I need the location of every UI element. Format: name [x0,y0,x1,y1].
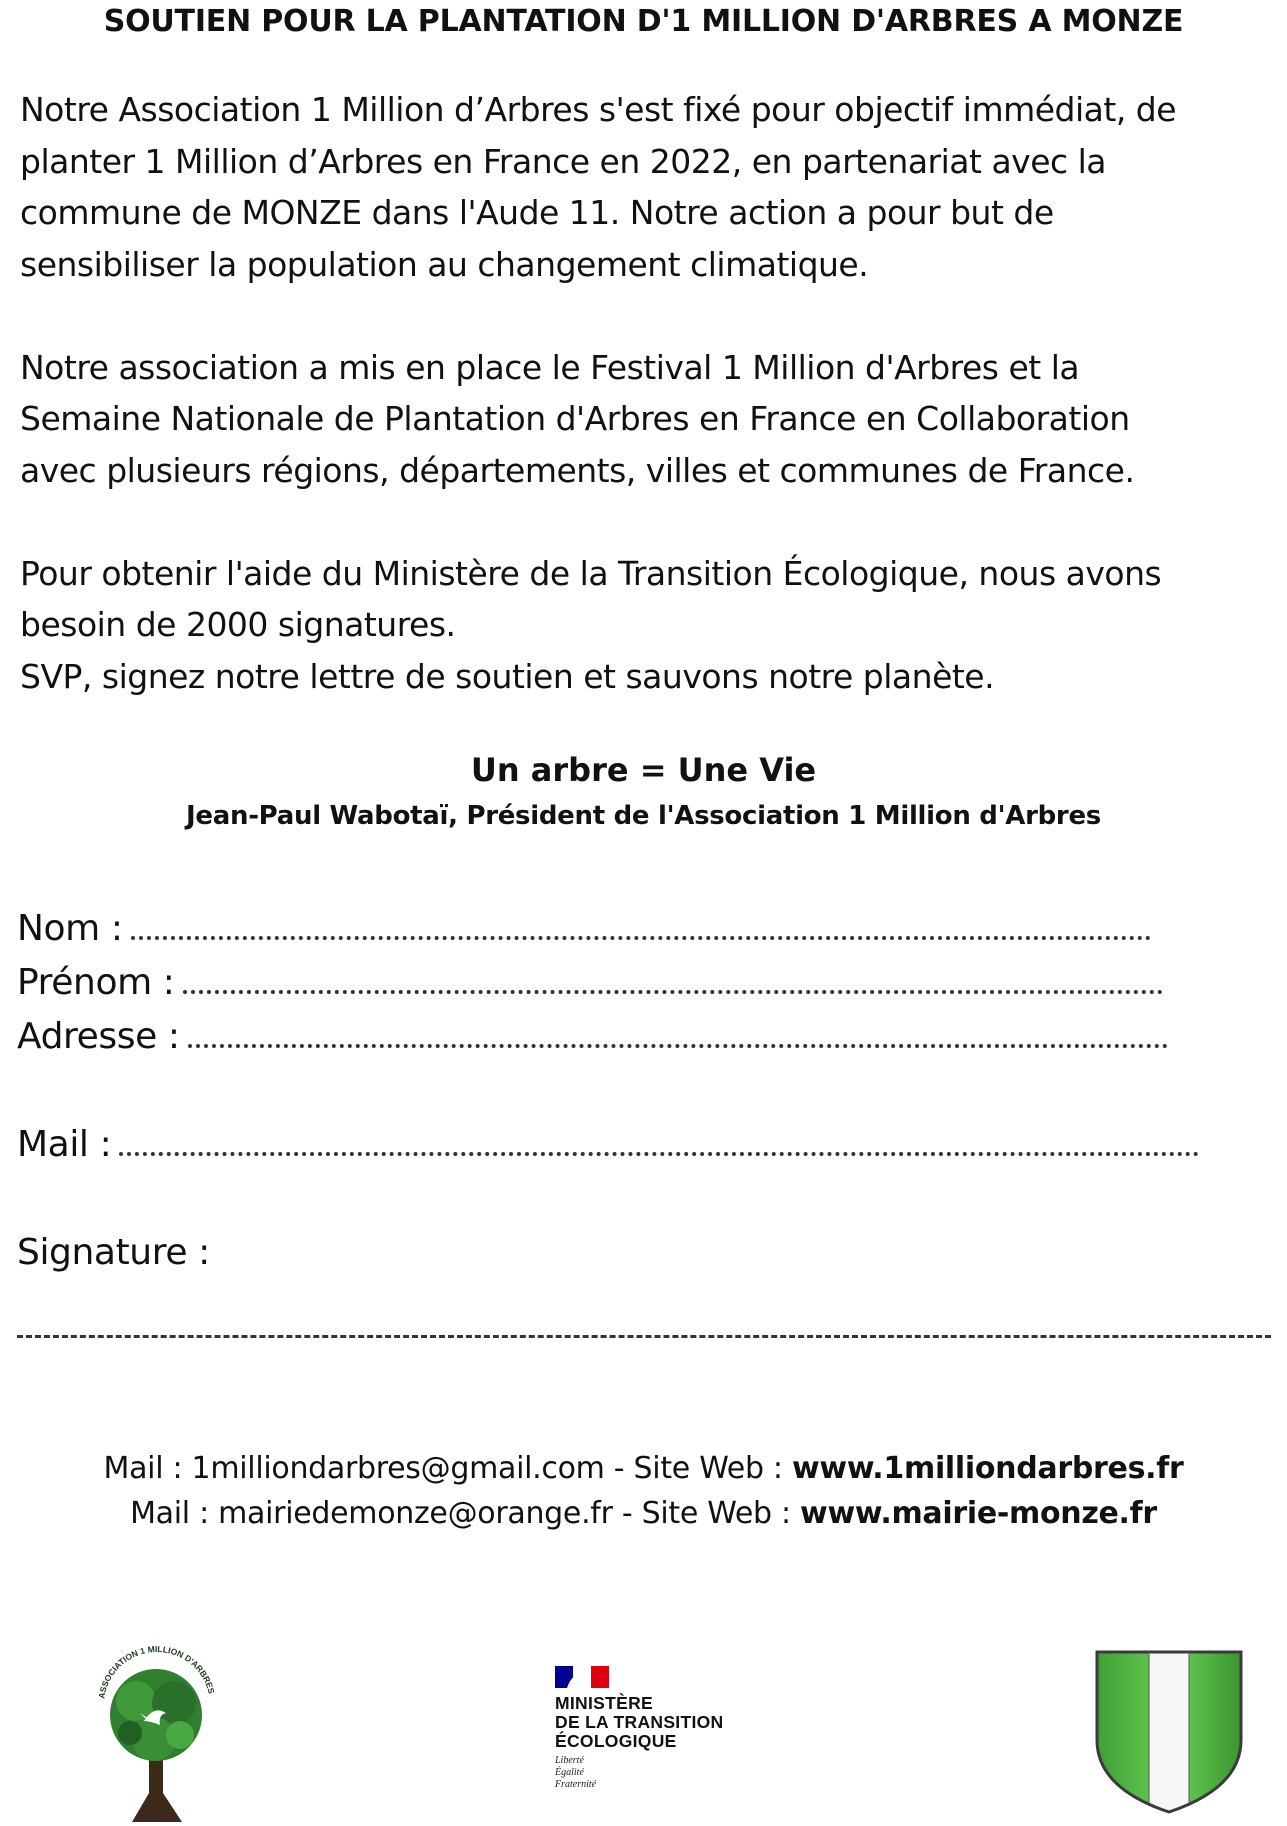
page-title: SOUTIEN POUR LA PLANTATION D'1 MILLION D'ARBRES A MONZE [103,4,1184,39]
motto-fraternite: Fraternité [555,1779,597,1790]
svg-text:ASSOCIATION 1 MILLION D'ARBRES: ASSOCIATION 1 MILLION D'ARBRES [96,1643,217,1700]
association-logo [92,1643,222,1822]
ministry-line-2: DE LA TRANSITION [555,1712,724,1732]
intro-paragraph-2 [20,342,1280,497]
mail-field[interactable] [119,1151,1199,1156]
text-line: avec plusieurs régions, départements, villes et communes de France. [20,450,1135,490]
website-link[interactable]: www.mairie-monze.fr [800,1496,1157,1531]
intro-paragraph-1 [20,84,1280,290]
email-link[interactable]: mairiedemonze@orange.fr [218,1496,613,1531]
intro-paragraph-3 [20,548,1280,703]
adresse-label: Adresse : [17,1016,180,1057]
text-line: sensibiliser la population au changement climatique. [20,244,869,284]
site-prefix: - Site Web : [612,1496,801,1531]
prenom-field[interactable] [183,989,1163,994]
contact-line-mairie [0,1491,1287,1536]
text-line: SVP, signez notre lettre de soutien et sauvons notre planète. [20,656,995,696]
adresse-field[interactable] [188,1043,1168,1048]
adresse-row [17,1016,1168,1057]
motto-egalite: Égalité [555,1767,584,1778]
text-line: Pour obtenir l'aide du Ministère de la Transition Écologique, nous avons [20,553,1162,593]
cut-line-divider [17,1335,1271,1338]
text-line: commune de MONZE dans l'Aude 11. Notre action a pour but de [20,193,1054,232]
signature-row [17,1232,210,1273]
nom-field[interactable] [131,935,1151,940]
nom-row [17,908,1151,949]
text-line: besoin de 2000 signatures. [20,605,456,644]
ministry-line-3: ÉCOLOGIQUE [555,1731,677,1751]
shield-icon [1093,1648,1245,1816]
contact-line-association [0,1446,1287,1491]
prenom-row [17,962,1163,1003]
ministry-logo [555,1666,755,1792]
text-line: Semaine Nationale de Plantation d'Arbres en France en Collaboration [20,399,1130,438]
mail-prefix: Mail : [130,1496,219,1531]
tree-logo-icon [92,1643,222,1822]
mail-label: Mail : [17,1124,112,1165]
ministry-line-1: MINISTÈRE [555,1693,653,1713]
motto-liberte: Liberté [555,1755,584,1766]
website-link[interactable]: www.1milliondarbres.fr [791,1451,1184,1486]
mail-row [17,1124,1199,1165]
text-line: planter 1 Million d’Arbres en France en 2022, en partenariat avec la [20,141,1107,181]
email-link[interactable]: 1milliondarbres@gmail.com [191,1451,605,1486]
marianne-flag-icon [555,1666,609,1688]
intro-text [20,84,1280,702]
author-signature-line: Jean-Paul Wabotaï, Président de l'Association 1 Million d'Arbres [186,801,1101,831]
motto: Un arbre = Une Vie [470,751,817,789]
signature-label[interactable]: Signature : [17,1232,210,1273]
site-prefix: - Site Web : [604,1451,792,1486]
monze-coat-of-arms [1093,1648,1245,1816]
text-line: Notre association a mis en place le Festival 1 Million d'Arbres et la [20,347,1080,387]
mail-prefix: Mail : [103,1451,192,1486]
text-line: Notre Association 1 Million d’Arbres s'est fixé pour objectif immédiat, de [20,90,1177,129]
nom-label: Nom : [17,908,123,949]
prenom-label: Prénom : [17,962,175,1003]
